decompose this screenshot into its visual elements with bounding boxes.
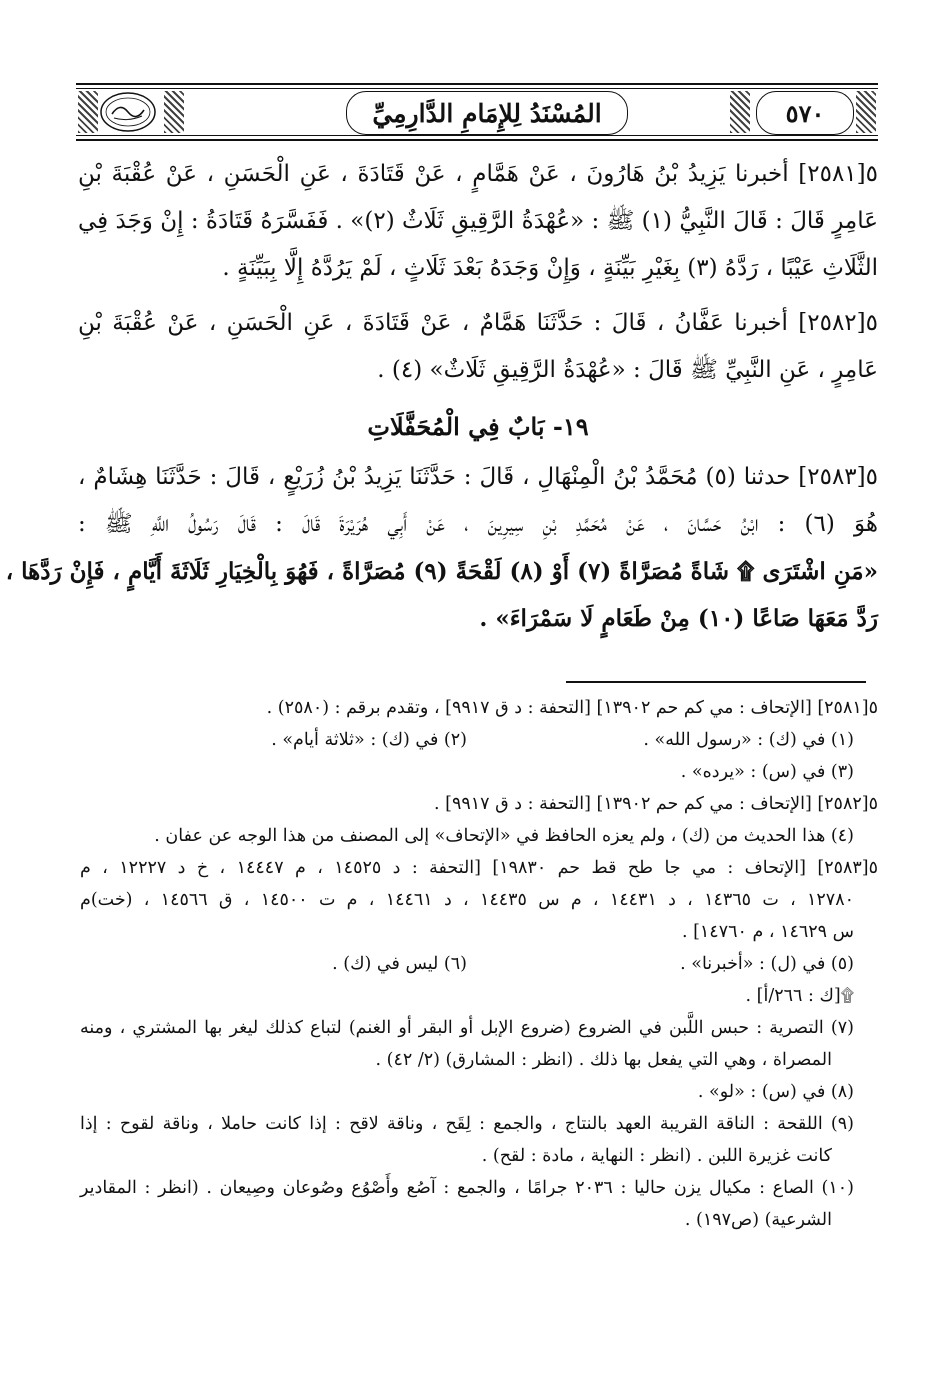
footnote-source: ٥[٢٥٨١] [الإتحاف : مي كم حم ١٣٩٠٢] [التحفة : د ق ٩٩١٧] ، وتقدم برقم : (٢٥٨٠) . bbox=[266, 698, 878, 718]
footnote: الشرعية) (ص١٩٧) . bbox=[684, 1210, 832, 1230]
footnote: (٨) في (س) : «لو» . bbox=[697, 1082, 854, 1102]
main-text bbox=[5, 151, 878, 642]
footnote: كانت غزيرة اللبن . (انظر : النهاية ، مادة : لقح) . bbox=[481, 1146, 832, 1166]
ornament-icon bbox=[730, 91, 750, 133]
footnote-source: ٥[٢٥٨٣] [الإتحاف : مي جا طح قط حم ١٩٨٣٠] [التحفة : د ١٤٥٢٥ ، م ١٤٤٤٧ ، خ د ١٢٢٢٧ ، م bbox=[80, 858, 879, 878]
manuscript-ref: ۩[ك : ٢٦٦/أ] . bbox=[745, 986, 854, 1006]
footnote: (٦) ليس في (ك) . bbox=[332, 954, 467, 974]
text-line: ٥[٢٥٨١] أخبرنا يَزِيدُ بْنُ هَارُونَ ، عَنْ هَمَّامٍ ، عَنْ قَتَادَةَ ، عَنِ الْحَسَنِ ، عَنْ عُقْبَةَ بْنِ bbox=[78, 161, 878, 187]
text-line: عَامِرٍ قَالَ : قَالَ النَّبِيُّ (١) ﷺ : «عُهْدَةُ الرَّقِيقِ ثَلَاثٌ (٢)» . فَفَسَّرَهُ قَتَادَةُ : إِنْ وَجَدَ فِي bbox=[78, 208, 878, 234]
chapter-heading: ١٩- بَابٌ فِي الْمُحَفَّلَاتِ bbox=[367, 412, 589, 441]
footnote: (٢) في (ك) : «ثلاثة أيام» . bbox=[271, 730, 467, 750]
footnote: (٣) في (س) : «يرده» . bbox=[680, 762, 854, 782]
ornament-icon bbox=[164, 91, 184, 133]
text-line: «مَنِ اشْتَرَى ۩ شَاةً مُصَرَّاةً (٧) أَوْ (٨) لَقْحَةً (٩) مُصَرَّاةً ، فَهُوَ بِالْخِيَارِ ثَلَاثَةَ أَيَّامٍ ، فَإِنْ رَدَّهَا ، bbox=[5, 558, 878, 585]
footnote: (٤) هذا الحديث من (ك) ، ولم يعزه الحافظ في «الإتحاف» إلى المصنف من هذا الوجه عن عفان . bbox=[154, 826, 854, 846]
text-line: عَامِرٍ ، عَنِ النَّبِيِّ ﷺ قَالَ : «عُهْدَةُ الرَّقِيقِ ثَلَاثٌ» (٤) . bbox=[377, 357, 878, 383]
text-line: رَدَّ مَعَهَا صَاعًا (١٠) مِنْ طَعَامٍ لَا سَمْرَاءَ» . bbox=[479, 605, 878, 632]
running-title: المُسْنَدُ لِلإِمَامِ الدَّارِمِيِّ bbox=[372, 98, 602, 128]
footnote-row bbox=[80, 724, 878, 756]
text-line: هُوَ (٦) : ابْنُ حَسَّانَ ، عَنْ مُحَمَّدِ بْنِ سِيرِينَ ، عَنْ أَبِي هُرَيْرَةَ قَالَ : قَالَ رَسُولُ اللَّهِ ﷺ : bbox=[78, 511, 878, 537]
footnote-source: س ١٤٦٢٩ ، م ١٤٧٦٠] . bbox=[681, 922, 854, 942]
header-rule bbox=[76, 88, 878, 89]
hadith-2581 bbox=[78, 151, 878, 292]
footnote-row bbox=[80, 948, 878, 980]
footnote: (٧) التصرية : حبس اللَّبن في الضروع (ضروع الإبل أو البقر أو الغنم) لتباع كذلك ليغر بها المشتري ، ومنه bbox=[80, 1018, 854, 1038]
text-line: ٥[٢٥٨٢] أخبرنا عَفَّانُ ، قَالَ : حَدَّثَنَا هَمَّامٌ ، عَنْ قَتَادَةَ ، عَنِ الْحَسَنِ ، عَنْ عُقْبَةَ بْنِ bbox=[78, 310, 878, 336]
footnote: (٩) اللقحة : الناقة القريبة العهد بالنتاج ، والجمع : لِقَح ، وناقة لاقح : إذا كانت حاملا ، وناقة لقوح : إذا bbox=[80, 1114, 854, 1134]
book-seal-logo bbox=[98, 90, 158, 134]
footnote-source: ٥[٢٥٨٢] [الإتحاف : مي كم حم ١٣٩٠٢] [التحفة : د ق ٩٩١٧] . bbox=[434, 794, 878, 814]
page-header bbox=[76, 83, 878, 141]
footnote: (١٠) الصاع : مكيال يزن حاليا : ٢٠٣٦ جرامًا ، والجمع : آصُع وأَصْوُع وصُوعان وصِيعان . (انظر : المقادير bbox=[80, 1178, 854, 1198]
footnote-source: ١٢٧٨٠ ، ت ١٤٣٦٥ ، د ١٤٤٣١ ، م س ١٤٤٣٥ ، د ١٤٤٦١ ، م ت ١٤٥٠٠ ، ق ١٤٥٦٦ ، (خت)م bbox=[80, 890, 854, 910]
running-title-box bbox=[346, 91, 628, 135]
page-number-box bbox=[756, 91, 854, 135]
ornament-icon bbox=[856, 91, 876, 133]
text-line: ٥[٢٥٨٣] حدثنا (٥) مُحَمَّدُ بْنُ الْمِنْهَالِ ، قَالَ : حَدَّثَنَا يَزِيدُ بْنُ زُرَيْعٍ ، قَالَ : حَدَّثَنَا هِشَامٌ ، bbox=[78, 464, 878, 490]
header-rule bbox=[76, 139, 878, 141]
text-line: الثَّلَاثِ عَيْبًا ، رَدَّهُ (٣) بِغَيْرِ بَيِّنَةٍ ، وَإِنْ وَجَدَهُ بَعْدَ ثَلَاثٍ ، لَمْ يَرُدَّهُ إِلَّا بِبَيِّنَةٍ . bbox=[222, 255, 878, 281]
footnote: (١) في (ك) : «رسول الله» . bbox=[643, 730, 854, 750]
hadith-2583 bbox=[5, 454, 878, 642]
footnote: المصراة ، وهي التي يفعل بها ذلك . (انظر : المشارق) (٢/ ٤٢) . bbox=[375, 1050, 832, 1070]
ornament-icon bbox=[78, 91, 98, 133]
page-number: ٥٧٠ bbox=[785, 98, 825, 128]
footnotes bbox=[80, 692, 878, 1236]
header-rule bbox=[76, 135, 878, 136]
hadith-2582 bbox=[78, 300, 878, 394]
footnote: (٥) في (ل) : «أخبرنا» . bbox=[680, 954, 854, 974]
header-rule bbox=[76, 83, 878, 85]
footnote-separator bbox=[566, 681, 866, 683]
